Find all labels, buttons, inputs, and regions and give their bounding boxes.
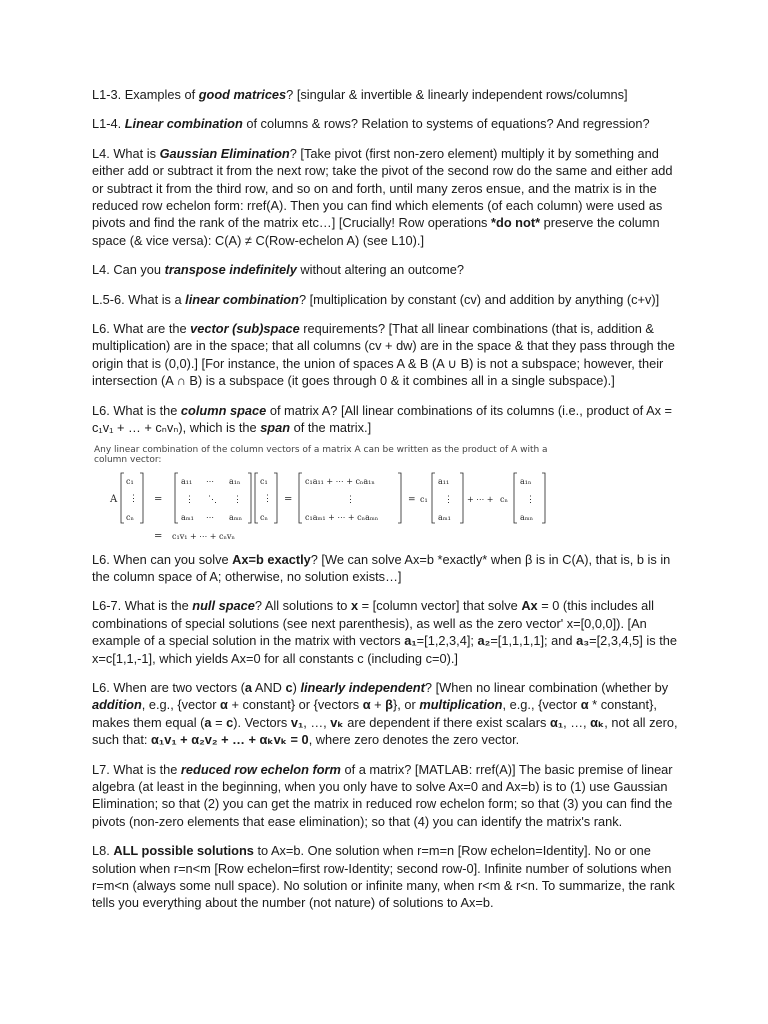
bold-term: v₁: [290, 714, 304, 730]
paragraph: [92, 291, 678, 308]
eq-1: =: [154, 493, 163, 505]
text-run: + constant} or {vectors: [227, 697, 363, 713]
am1: aₘ₁: [181, 512, 194, 522]
bold-term: x: [350, 598, 359, 614]
bold-term: c: [226, 714, 234, 730]
c1-coef: c₁: [420, 494, 428, 504]
emphasis-term: column space: [180, 402, 267, 418]
coln-a1n: a₁ₙ: [520, 476, 532, 486]
text-run: L4. Can you: [92, 262, 165, 278]
matrix-equation: [92, 467, 562, 545]
text-run: AND: [252, 679, 286, 695]
result-rowm: c₁aₘ₁ + ⋯ + cₙaₘₙ: [305, 512, 379, 522]
emphasis-term: multiplication: [419, 697, 503, 713]
bold-term: β: [385, 697, 393, 713]
c1-b: c₁: [260, 476, 268, 486]
paragraph: [92, 679, 678, 749]
text-run: , not all zero, such that:: [92, 714, 678, 748]
c1-a: c₁: [126, 476, 134, 486]
ddots: ⋱: [208, 494, 217, 505]
text-run: =[1,1,1,1]; and: [490, 633, 577, 649]
emphasis-term: reduced row echelon form: [180, 761, 341, 777]
paragraph: [92, 115, 678, 132]
text-run: =[1,2,3,4];: [416, 633, 478, 649]
bold-term: a₃: [576, 633, 590, 649]
text-run: L6-7. What is the: [92, 598, 193, 614]
text-run: of the matrix.]: [290, 420, 372, 436]
emphasis-term: linearly independent: [300, 679, 425, 695]
bold-term: α: [362, 697, 371, 713]
emphasis-term: Linear combination: [124, 116, 243, 132]
plus-dots: + ⋯ +: [467, 494, 494, 504]
text-run: L1-4.: [92, 116, 125, 132]
text-run: , e.g., {vector: [141, 697, 221, 713]
text-run: }, or: [392, 697, 420, 713]
bold-term: α: [580, 697, 589, 713]
paragraph: [92, 145, 678, 249]
bold-term: α: [220, 697, 228, 713]
bold-term: α₁: [549, 714, 564, 730]
text-run: preserve the column space (& vice versa): C(A) ≠ C(Row-echelon A) (see L10).]: [92, 215, 660, 248]
emphasis-term: good matrices: [198, 87, 287, 102]
eq-2: =: [284, 493, 293, 505]
text-run: ? All solutions to: [254, 598, 351, 614]
text-run: of columns & rows? Relation to systems of equations? And regression?: [242, 116, 650, 132]
text-run: L6. What are the: [92, 321, 191, 337]
col1-am1: aₘ₁: [438, 512, 451, 522]
eq-3: =: [408, 494, 416, 505]
text-run: ? [Take pivot (first non-zero element) multiply it by something and either add or subtract it from the next row; take the pivot of the second row do the same and either add or subtract it from the third row, and so on and forth, until many zeros ensue, and the matrix is in the reduced row echelon form: rref(A). Then you can find which elements (of each column) were used as pivots and find the rank of the matrix etc…] [Crucially! Row operations: [92, 145, 673, 231]
text-run: =: [211, 714, 227, 730]
bold-term: a₂: [477, 633, 491, 649]
bold-term: α₁v₁ + α₂v₂ + … + αₖvₖ = 0: [151, 732, 309, 748]
vdots-r: ⋮: [233, 494, 242, 505]
emphasis-term: Gaussian Elimination: [159, 145, 290, 161]
paragraph-block-top: [92, 86, 678, 437]
paragraph: [92, 261, 678, 278]
vdots-result: ⋮: [346, 494, 355, 505]
text-run: ? [When no linear combination (whether by: [424, 679, 669, 695]
text-run: L6. When can you solve: [92, 551, 233, 567]
text-run: of matrix A? [All linear combinations of its columns (i.e., product of Ax = c₁v₁ + … + cₙvₙ), which is the: [92, 402, 673, 436]
amn: aₘₙ: [229, 512, 243, 522]
cn-b: cₙ: [260, 512, 268, 522]
paragraph-block-bottom: [92, 551, 678, 912]
coln-vdots: ⋮: [526, 494, 535, 505]
bold-term: *do not*: [491, 215, 541, 231]
bold-term: c: [285, 679, 293, 695]
bold-term: Ax=b exactly: [232, 551, 311, 567]
text-run: without altering an outcome?: [296, 262, 465, 278]
text-run: ? [multiplication by constant (cv) and addition by anything (c+v)]: [298, 291, 660, 307]
text-run: ? [We can solve Ax=b *exactly* when β is in C(A), that is, b is in the column space of A; otherwise, no solution exists…]: [92, 551, 671, 584]
text-run: to Ax=b. One solution when r=m=n [Row echelon=Identity]. No or one solution when r=n<m [Row echelon=first row-Identity; second row-0]. Infinite number of solutions when r=m<n (always some null space). No solution or infinite many, when r<m & r<n. To summarize, the rank tells you everything about the number (not nature) of solutions to Ax=b.: [92, 843, 675, 911]
vdots-a: ⋮: [129, 493, 138, 504]
text-run: L8.: [92, 843, 114, 859]
vdots-l: ⋮: [185, 494, 194, 505]
paragraph: [92, 761, 678, 831]
document-page: [92, 86, 678, 924]
paragraph: [92, 597, 678, 667]
paragraph: [92, 86, 678, 103]
text-run: * constant}, makes them equal (: [92, 697, 657, 730]
bold-term: vₖ: [330, 714, 344, 730]
a1n: a₁ₙ: [229, 476, 241, 486]
text-run: requirements? [That all linear combinations (that is, addition & multiplication) are in the space; that all columns (cv + dw) are in the space & that they pass through the origin that is (0,0).] [For instance, the union of spaces A & B (A ∪ B) is not a subspace; however, their intersection (A ∩ B) is a subspace (it goes through 0 & it combines all in a single subspace).]: [92, 321, 675, 389]
text-run: , where zero denotes the zero vector.: [308, 732, 520, 748]
paragraph: [92, 842, 678, 912]
text-run: = [column vector] that solve: [358, 598, 522, 614]
col1-vdots: ⋮: [444, 494, 453, 505]
hdots-top: ⋯: [206, 476, 214, 486]
text-run: +: [370, 697, 386, 713]
emphasis-term: vector (sub)space: [190, 321, 300, 337]
emphasis-term: addition: [92, 697, 142, 713]
bold-term: Ax: [521, 598, 538, 614]
text-run: , …,: [303, 714, 331, 730]
bold-term: αₖ: [590, 714, 605, 730]
text-run: L7. What is the: [92, 761, 181, 777]
text-run: ). Vectors: [233, 714, 291, 730]
paragraph: [92, 320, 678, 390]
figure-caption: Any linear combination of the column vectors of a matrix A can be written as the product of A with a column vector:: [94, 444, 548, 465]
text-run: ? [singular & invertible & linearly independent rows/columns]: [286, 87, 628, 102]
text-run: L6. When are two vectors (: [92, 679, 245, 695]
text-run: = 0 (this includes all combinations of special solutions (see next parenthesis), as well as the zero vector' x=[0,0,0]). [An example of a special solution in the matrix with vectors: [92, 598, 654, 649]
bold-term: a: [204, 714, 212, 730]
emphasis-term: null space: [192, 598, 255, 614]
paragraph: [92, 402, 678, 437]
paragraph: [92, 551, 678, 586]
bold-term: ALL possible solutions: [113, 843, 254, 859]
text-run: L.5-6. What is a: [92, 291, 186, 307]
text-run: , …,: [563, 714, 591, 730]
text-run: L4. What is: [92, 145, 160, 161]
bottom-sum: c₁v₁ + ⋯ + cₙvₙ: [172, 531, 235, 541]
bold-term: a₁: [404, 633, 417, 649]
bold-term: a: [244, 679, 253, 695]
emphasis-term: linear combination: [185, 291, 299, 307]
eq-4: =: [154, 530, 163, 542]
vdots-b: ⋮: [263, 493, 272, 504]
text-run: ): [292, 679, 301, 695]
text-run: are dependent if there exist scalars: [343, 714, 550, 730]
text-run: , e.g., {vector: [502, 697, 581, 713]
text-run: L6. What is the: [92, 402, 181, 418]
text-run: L1-3. Examples of: [92, 87, 199, 102]
a11: a₁₁: [181, 476, 193, 486]
text-run: =[2,3,4,5] is the x=c[1,1,-1], which yields Ax=0 for all constants c (including c=0).]: [92, 633, 677, 666]
hdots-bottom: ⋯: [206, 512, 214, 522]
label-A: A: [110, 493, 118, 505]
cn-coef: cₙ: [500, 494, 508, 504]
col1-a11: a₁₁: [438, 476, 450, 486]
text-run: of a matrix? [MATLAB: rref(A)] The basic premise of linear algebra (at least in the beginning, when you only have to solve Ax=0 and Ax=b) is to (1) use Gaussian Elimination; so that (2) you can get the matrix in reduced row echelon form; so that (3) you can find the pivots (non-zero elements that ease elimination); so that (4) you can identify the matrix's rank.: [92, 761, 673, 829]
emphasis-term: transpose indefinitely: [164, 262, 297, 278]
column-space-figure: [92, 445, 562, 545]
cn-a: cₙ: [126, 512, 134, 522]
result-row1: c₁a₁₁ + ⋯ + cₙa₁ₙ: [305, 476, 375, 486]
emphasis-term: span: [260, 420, 291, 436]
coln-amn: aₘₙ: [520, 512, 534, 522]
